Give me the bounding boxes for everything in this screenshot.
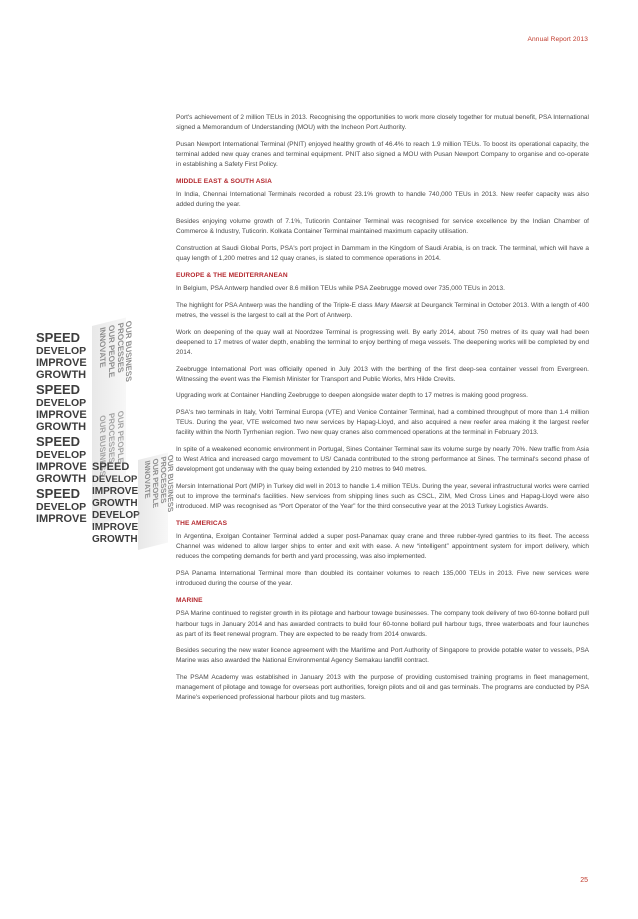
art-word: DEVELOP — [92, 474, 138, 485]
art-word: GROWTH — [36, 473, 87, 485]
tall-block-front — [36, 330, 87, 525]
art-word: IMPROVE — [36, 461, 87, 473]
art-word: DEVELOP — [36, 449, 87, 461]
art-word: OUR PEOPLE — [151, 457, 160, 509]
text-run: The highlight for PSA Antwerp was the handling of the Triple-E class — [176, 301, 375, 309]
art-word: IMPROVE — [92, 486, 139, 497]
paragraph: Work on deepening of the quay wall at Noordzee Terminal is progressing well. By early 2014, about 750 metres of its quay wall had been deepened to 17 metres of water depth, enabling the terminal to enjoy berthing of mega vessels. The deepening works will be completed by end 2014. — [176, 328, 589, 356]
paragraph: Besides enjoying volume growth of 7.1%, Tuticorin Container Terminal was recognised for service excellence by the Indian Chamber of Commerce & Industry, Tuticorin. Kolkata Container Terminal maintained maximum capacity utilisation. — [176, 218, 589, 236]
page-number: 25 — [580, 877, 588, 884]
short-block — [92, 461, 140, 545]
art-word: GROWTH — [36, 421, 87, 433]
art-word: INNOVATE — [98, 326, 107, 369]
paragraph: Construction at Saudi Global Ports, PSA's port project in Dammam in the Kingdom of Saudi Arabia, is on track. The terminal, which will have a quay length of 1,200 metres and 12 quay cranes, is slated to commence operations in 2014. — [176, 244, 589, 262]
art-word: GROWTH — [36, 369, 87, 381]
paragraph: In Argentina, Exolgan Container Terminal added a super post-Panamax quay crane and three rubber-tyred gantries to its fleet. The access Channel was widened to allow larger ships to enter and exit with ease. A new “intelligent” appointment system for import delivery, which reduces the competing demands for berth and yard processing, was also implemented. — [176, 533, 589, 561]
art-word: SPEED — [92, 461, 130, 473]
art-word: OUR PEOPLE — [116, 409, 125, 465]
section-heading: MIDDLE EAST & SOUTH ASIA — [176, 177, 272, 185]
text-run: at Deurganck Terminal in October 2013. With a length of 400 metres, the vessel is the largest to call at the Port of Antwerp. — [176, 301, 590, 319]
art-word: SPEED — [36, 382, 81, 397]
paragraph: In India, Chennai International Terminals recorded a robust 23.1% growth to handle 740,000 TEUs in 2013. New reefer capacity was also added during the year. — [176, 191, 589, 209]
section-heading: THE AMERICAS — [176, 519, 228, 527]
art-word: SPEED — [36, 486, 81, 501]
paragraph: PSA Marine continued to register growth in its pilotage and harbour towage businesses. The company took delivery of two 60-tonne bollard pull harbour tugs in January 2014 and has awarded contracts to build four 60-tonne bollard pull harbour tugs, three waterboats and four launches as part of its fleet renewal program. They are expected to be ready from 2014 onwards. — [176, 610, 589, 638]
paragraph — [176, 301, 589, 321]
paragraph: In spite of a weakened economic environment in Portugal, Sines Container Terminal saw its volume surge by nearly 70%. New traffic from Asia to West Africa and increased cargo movement to US/ Canada contributed to the strong performance at Sines. The terminal's second phase of development got underway with the quay being extended by 210 metres to 940 metres. — [176, 445, 589, 474]
art-word: IMPROVE — [36, 357, 87, 369]
art-word: OUR BUSINESS — [124, 319, 133, 383]
paragraph: Zeebrugge International Port was officially opened in July 2013 with the berthing of the first deep-sea container vessel from Evergreen. Witnessing the event was the Flemish Minister for Transport and Public Works, Mrs Hilde Crevits. — [176, 365, 589, 383]
art-word: IMPROVE — [36, 409, 87, 421]
art-word: INNOVATE — [143, 459, 152, 500]
paragraph: In Belgium, PSA Antwerp handled over 8.6 million TEUs while PSA Zeebrugge moved over 735,000 TEUs in 2013. — [176, 285, 505, 293]
word-blocks-illustration — [34, 319, 175, 550]
vessel-name: Mary Maersk — [374, 301, 413, 309]
art-word: PROCESSES — [159, 455, 168, 505]
art-word: OUR BUSINESS — [166, 453, 175, 514]
art-word: IMPROVE — [92, 522, 139, 533]
paragraph: The PSAM Academy was established in January 2013 with the purpose of providing customised training programs in fleet management, management of pilotage and towage for overseas port authorities, foreign pilots and oil and gas terminals. The programs are conducted by PSA Marine's experienced professional harbour pilots and tug masters. — [176, 674, 589, 702]
art-word: SPEED — [36, 434, 81, 449]
paragraph: Pusan Newport International Terminal (PNIT) enjoyed healthy growth of 46.4% to reach 1.9 million TEUs. To boost its operational capacity, the terminal added new quay cranes and terminal equipment. PNIT also signed a MOU with Pusan Newport Company to organise and co-operate in establishing a Safety First Policy. — [176, 140, 589, 168]
paragraph: PSA's two terminals in Italy, Voltri Terminal Europa (VTE) and Venice Container Terminal, had a combined throughput of more than 1.4 million TEUs. During the year, VTE welcomed two new services by Hapag-Lloyd, and also acquired a new reefer area making it the largest reefer facility within the North Tyrrhenian region. Two new quay cranes also commenced operations at the terminal in February 2013. — [176, 409, 589, 437]
art-word: IMPROVE — [36, 513, 87, 525]
art-word: GROWTH — [92, 498, 138, 509]
art-word: SPEED — [36, 330, 81, 345]
paragraph: Upgrading work at Container Handling Zeebrugge to deepen alongside water depth to 17 metres is making good progress. — [176, 392, 528, 400]
paragraph: Besides securing the new water licence agreement with the Maritime and Port Authority of Singapore to provide potable water to vessels, PSA Marine was also awarded the National Environmental Agency Semakau landfill contract. — [176, 647, 589, 665]
paragraph: PSA Panama International Terminal more than doubled its container volumes to reach 135,000 TEUs in 2013. Five new services were introduced during the course of the year. — [176, 570, 589, 588]
section-heading: MARINE — [176, 596, 203, 604]
art-word: DEVELOP — [36, 501, 87, 513]
art-word: DEVELOP — [92, 510, 140, 521]
paragraph: Mersin International Port (MIP) in Turkey did well in 2013 to handle 1.4 million TEUs. During the year, several infrastructural works were carried out to improve the terminal's facilities. New services from shipping lines such as CSCL, ZIM, Med Cross Lines and Hapag-Lloyd were also introduced. MIP was recognised as “Port Operator of the Year” for the third consecutive year at the 2013 Turkey Logistics Awards. — [176, 482, 589, 510]
paragraph: Port's achievement of 2 million TEUs in 2013. Recognising the opportunities to work more closely together for mutual benefit, PSA International signed a Memorandum of Understanding (MOU) with the Incheon Port Authority. — [176, 114, 589, 132]
art-word: OUR PEOPLE — [107, 324, 116, 379]
article-body — [176, 113, 589, 710]
art-word: OUR BUSINESS — [98, 414, 107, 478]
art-word: PROCESSES — [116, 321, 125, 374]
section-heading: EUROPE & THE MEDITERRANEAN — [176, 271, 288, 279]
art-word: GROWTH — [92, 534, 138, 545]
art-word: PROCESSES — [107, 412, 116, 464]
short-block-side — [138, 451, 175, 550]
art-word: DEVELOP — [36, 397, 87, 409]
report-title: Annual Report 2013 — [527, 36, 588, 43]
art-word: DEVELOP — [36, 345, 87, 357]
